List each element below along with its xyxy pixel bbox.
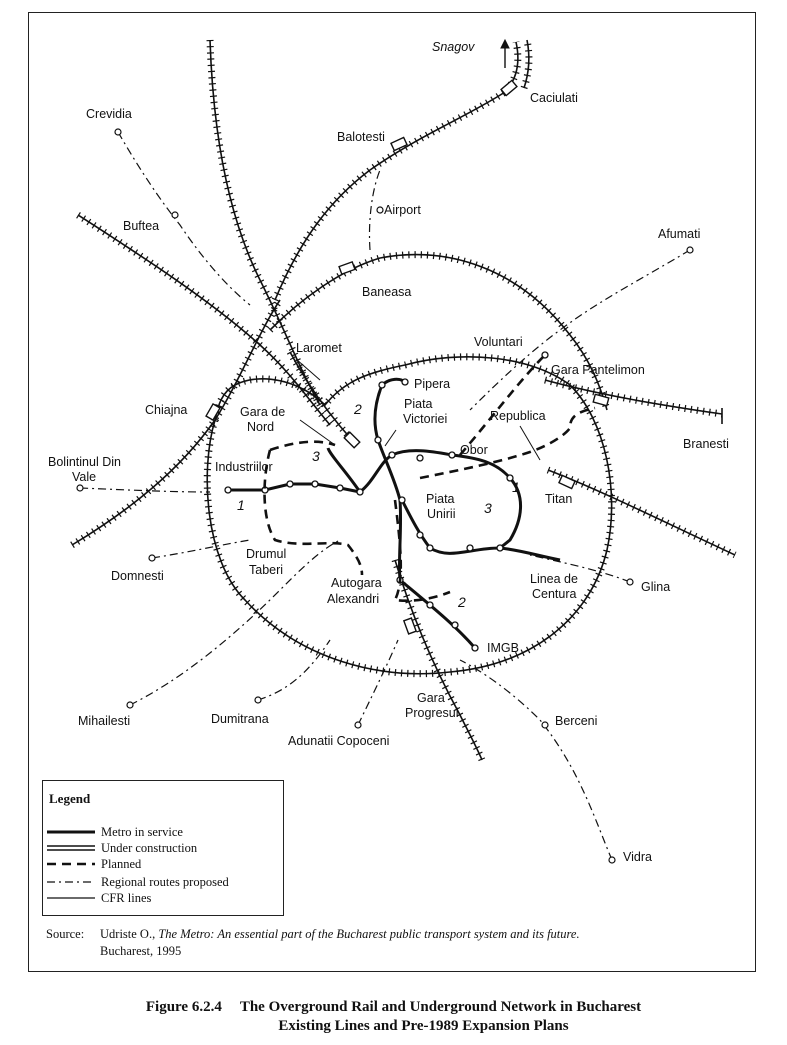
label-berceni: Berceni (555, 714, 598, 728)
label-voluntari: Voluntari (474, 335, 523, 349)
legend-title: Legend (49, 791, 91, 806)
station-baneasa (339, 262, 355, 274)
label-afumati: Afumati (658, 227, 701, 241)
label-chiajna: Chiajna (145, 403, 188, 417)
legend-row-cfr (47, 891, 151, 905)
label-baneasa: Baneasa (362, 285, 412, 299)
legend-label-metro: Metro in service (101, 824, 183, 839)
legend-row-metro (47, 825, 183, 839)
label-gara-progresul-1: Gara (417, 691, 445, 705)
source-author: Udriste O., (100, 927, 159, 941)
label-gara-de: Gara de (240, 405, 286, 419)
source-prefix: Source: (46, 927, 85, 941)
label-balotesti: Balotesti (337, 130, 385, 144)
line-number-1-east: 1 (512, 479, 520, 495)
label-nord: Nord (247, 420, 275, 434)
label-vale: Vale (72, 470, 97, 484)
label-taberi: Taberi (249, 563, 284, 577)
label-industriilor: Industriilor (215, 460, 273, 474)
label-piata-unirii-1: Piata (426, 492, 455, 506)
label-obor: Obor (460, 443, 488, 457)
label-snagov: Snagov (432, 40, 475, 54)
station-caciulati (501, 80, 517, 95)
label-bolintinul: Bolintinul Din (48, 455, 121, 469)
label-drumul: Drumul (246, 547, 287, 561)
legend-sample-planned (47, 859, 95, 869)
label-titan: Titan (545, 492, 573, 506)
label-victoriei: Victoriei (403, 412, 448, 426)
label-progresul: Progresul (405, 706, 459, 720)
station-gara-nord (344, 432, 360, 448)
figure-caption (0, 998, 787, 1036)
label-domnesti: Domnesti (111, 569, 164, 583)
label-unirii: Unirii (427, 507, 456, 521)
legend-row-under (47, 841, 197, 855)
legend-sample-regional (47, 877, 95, 887)
line-number-1-west: 1 (237, 497, 245, 513)
legend-label-under: Under construction (101, 840, 198, 855)
label-pipera: Pipera (414, 377, 451, 391)
metro-stations (225, 352, 548, 651)
label-airport: Airport (384, 203, 421, 217)
legend (42, 780, 284, 916)
caption-number: Figure 6.2.4 (145, 999, 222, 1015)
label-alexandri: Alexandri (327, 592, 380, 606)
station-progresul (404, 618, 416, 634)
label-imgb: IMGB (487, 641, 519, 655)
label-gara-pantelimon: Gara Pantelimon (551, 363, 645, 377)
north-arrow-icon (501, 40, 509, 68)
rail-buftea (78, 215, 330, 425)
label-laromet: Laromet (296, 341, 342, 355)
legend-label-planned: Planned (101, 856, 142, 871)
station-gara-pantelimon (593, 394, 609, 405)
place-labels (48, 40, 729, 864)
legend-label-regional: Regional routes proposed (101, 874, 229, 889)
legend-row-planned (47, 857, 141, 871)
line-number-2-north: 2 (354, 401, 362, 417)
label-piata-victoriei-1: Piata (404, 397, 433, 411)
caption-line1: The Overground Rail and Underground Network in Bucharest (239, 999, 642, 1015)
label-buftea: Buftea (123, 219, 160, 233)
planned-line-voluntari (460, 355, 545, 455)
label-linea-de: Linea de (530, 572, 578, 586)
label-crevidia: Crevidia (86, 107, 132, 121)
label-centura: Centura (532, 587, 577, 601)
source-place: Bucharest, 1995 (100, 944, 182, 958)
label-republica: Republica (490, 409, 546, 423)
label-autogara: Autogara (331, 576, 382, 590)
line-number-3-west: 3 (312, 448, 320, 464)
line-number-2-south: 2 (458, 594, 466, 610)
legend-label-cfr: CFR lines (101, 890, 152, 905)
rail-progresul (395, 560, 482, 760)
rail-titan (548, 470, 735, 555)
label-branesti: Branesti (683, 437, 729, 451)
caption-line2: Existing Lines and Pre-1989 Expansion Plans (278, 1018, 569, 1034)
regional-routes (80, 132, 690, 860)
legend-sample-metro (47, 827, 95, 837)
source-work: The Metro: An essential part of the Bucharest public transport system and its future. (158, 927, 580, 941)
line-number-3-east: 3 (484, 500, 492, 516)
legend-sample-under (47, 843, 95, 853)
label-caciulati: Caciulati (530, 91, 578, 105)
station-chiajna (206, 404, 220, 420)
rail-north-snagov (275, 40, 529, 300)
label-dumitrana: Dumitrana (211, 712, 269, 726)
legend-row-regional (47, 875, 229, 889)
label-adunatii: Adunatii Copoceni (288, 734, 390, 748)
source-body (100, 926, 740, 960)
rail-branesti (545, 380, 722, 424)
label-glina: Glina (641, 580, 671, 594)
regional-endpoints (77, 129, 693, 863)
legend-sample-cfr (47, 893, 95, 903)
label-vidra: Vidra (623, 850, 652, 864)
label-mihailesti: Mihailesti (78, 714, 131, 728)
